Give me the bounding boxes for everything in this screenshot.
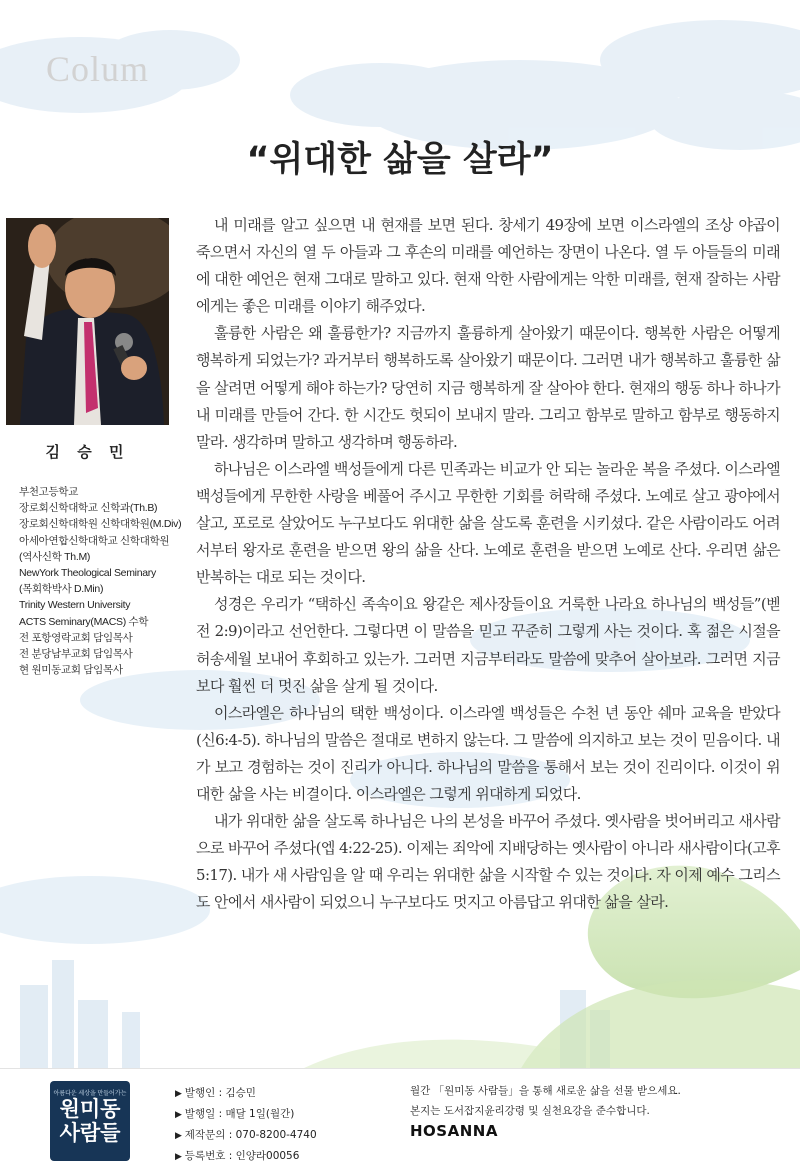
bio-line: ACTS Seminary(MACS) 수학: [19, 615, 149, 628]
bio-line: NewYork Theological Seminary: [19, 567, 156, 580]
bio-line: Trinity Western University: [19, 599, 131, 612]
bio-line: (목회학박사 D.Min): [19, 583, 104, 596]
publisher-line: ▶ 발행인 : 김승민: [175, 1083, 317, 1104]
article-paragraph: 이스라엘은 하나님의 택한 백성이다. 이스라엘 백성들은 수천 년 동안 쉐마 교육을 받았다(신6:4-5). 하나님의 말씀은 절대로 변하지 않는다. 그 말씀에 의지하고 보는 것이 믿음이다. 내가 보고 경험하는 것이 진리가 아니다. 하나님의 말씀을 통해서 보는 것이 진리이다. 이것이 위대한 삶을 사는 비결이다. 이스라엘은 그렇게 위대하게 되었다.: [196, 703, 780, 803]
bio-line: 전 포항영락교회 담임목사: [19, 631, 133, 644]
logo-title-line2: 사람들: [59, 1121, 121, 1145]
brand-logo: HOSANNA: [410, 1122, 498, 1140]
bio-line: (역사신학 Th.M): [19, 550, 91, 563]
article-paragraph: 성경은 우리가 “택하신 족속이요 왕같은 제사장들이요 거룩한 나라요 하나님의 백성들”(벧전 2:9)이라고 선언한다. 그렇다면 이 말씀을 믿고 꾸준히 그렇게 사는 것이다. 혹 젊은 시절을 허송세월 보내어 후회하고 있는가. 그러면 지금부터라도 말씀에 맞추어 살아보라. 그러면 지금보다 훨씬 더 멋진 삶을 살게 될 것이다.: [196, 595, 780, 695]
bio-line: 전 분당남부교회 담임목사: [19, 648, 133, 661]
article-paragraph: 내가 위대한 삶을 살도록 하나님은 나의 본성을 바꾸어 주셨다. 옛사람을 벗어버리고 새사람으로 바꾸어 주셨다(엡 4:22-25). 이제는 죄악에 지배당하는 옛사람이 아니라 새사람이다(고후 5:17). 내가 새 사람임을 알 때 우리는 위대한 삶을 시작할 수 있는 것이다. 자 이제 예수 그리스도 안에서 새사람이 되었으니 누구보다도 멋지고 아름답고 위대한 삶을 살라.: [196, 812, 780, 912]
registration-line: ▶ 등록번호 : 인양라00056: [175, 1146, 317, 1167]
publication-info: [175, 1083, 317, 1167]
bio-line: 부천고등학교: [19, 486, 79, 498]
publication-footer: [0, 1068, 800, 1175]
logo-tagline: 아름다운 세상을 만들어가는: [53, 1091, 127, 1097]
bio-line: 현 원미동교회 담임목사: [19, 664, 123, 677]
publish-date-line: ▶ 발행일 : 매달 1일(월간): [175, 1104, 317, 1125]
author-photo: [6, 218, 169, 425]
bio-line: 아세아연합신학대학교 신학대학원: [19, 534, 170, 547]
article-body: [196, 212, 780, 916]
bio-line: 장로회신학대학원 신학대학원(M.Div): [19, 518, 182, 531]
subscription-notice: [410, 1081, 681, 1141]
article-paragraph: 하나님은 이스라엘 백성들에게 다른 민족과는 비교가 안 되는 놀라운 복을 주셨다. 이스라엘 백성들에게 무한한 사랑을 베풀어 주시고 무한한 기회를 허락해 주셨다. 노예로 살고 광야에서 살고, 포로로 살았어도 누구보다도 위대한 삶을 살도록 훈련을 시키셨다. 같은 사람이라도 어려서부터 왕자로 훈련을 받으면 왕의 삶을 산다. 노예로 훈련을 받으면 노예로 산다. 우리면 삶은 반복하는 대로 되는 것이다.: [196, 459, 780, 587]
article-paragraph: 훌륭한 사람은 왜 훌륭한가? 지금까지 훌륭하게 살아왔기 때문이다. 행복한 사람은 어떻게 행복하게 되었는가? 과거부터 행복하도록 살아왔기 때문이다. 그러면 내가 행복하고 훌륭한 삶을 살려면 어떻게 해야 하는가? 당연히 지금 행복하게 잘 살아야 한다. 현재의 행동 하나 하나가 내 미래를 만들어 간다. 한 시간도 헛되이 보내지 말라. 그리고 함부로 말하고 함부로 행동하지 말라. 생각하며 말하고 생각하며 행동하라.: [196, 324, 780, 451]
contact-line: ▶ 제작문의 : 070-8200-4740: [175, 1125, 317, 1146]
section-label: Colum: [46, 49, 150, 89]
article-paragraph: 내 미래를 알고 싶으면 내 현재를 보면 된다. 창세기 49장에 보면 이스라엘의 조상 야곱이 죽으면서 자신의 열 두 아들과 그 후손의 미래를 예언하는 장면이 나온다. 열 두 아들들의 미래에 대한 예언은 현재 그대로 말하고 있다. 현재 악한 사람에게는 악한 미래를, 현재 잘하는 사람에게는 좋은 미래를 이야기 해주었다.: [196, 216, 780, 316]
author-bio: [19, 484, 194, 678]
notice-line: 본지는 도서잡지윤리강령 및 실천요강을 준수합니다.: [410, 1105, 650, 1117]
notice-line: 월간 「원미동 사람들」을 통해 새로운 삶을 선물 받으세요.: [410, 1085, 681, 1097]
magazine-logo: [50, 1081, 130, 1161]
author-name: 김 승 민: [45, 443, 130, 461]
logo-title-line1: 원미동: [59, 1097, 121, 1121]
article-headline: “위대한 삶을 살라”: [246, 140, 554, 180]
bio-line: 장로회신학대학교 신학과(Th.B): [19, 502, 158, 515]
